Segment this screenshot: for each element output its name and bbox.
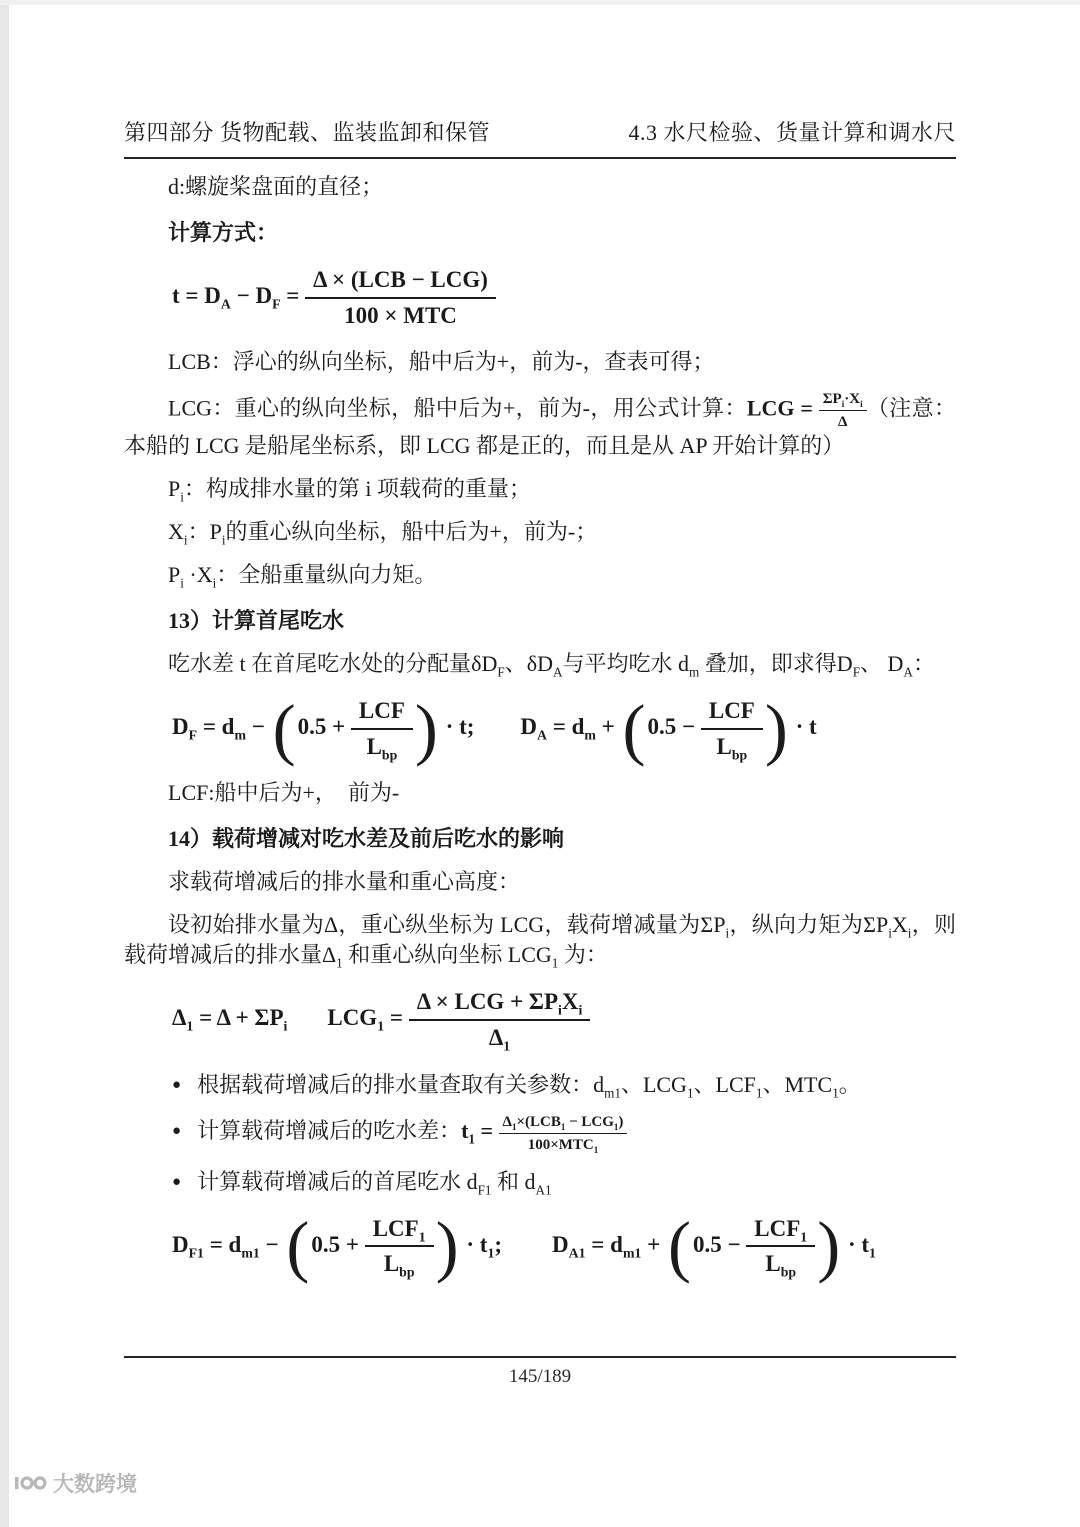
text-run: L [383,1251,400,1277]
text-run: 0.5 − [647,714,701,740]
text-run: 和重心纵向坐标 LCG [342,942,552,968]
text-run: ×(LCB [516,1113,561,1130]
subscript: bp [381,747,398,763]
paren-glyph: ( [622,690,646,767]
text-run: （注意：本船的 LCG 是船尾坐标系，即 LCG 都是正的，而且是从 AP 开始计算的） [124,395,956,459]
text-run: 13）计算首尾吃水 [168,608,345,634]
paragraph-pi [124,474,956,504]
paragraph-find-displacement [124,867,956,897]
text-run: X [561,989,579,1015]
subscript: i [888,925,892,941]
text-run: D [172,714,189,740]
fraction-numerator [351,697,413,730]
fraction-denominator [305,299,496,330]
subscript: 1 [755,1084,763,1100]
bullet-trim-after-load [124,1113,956,1154]
text-run: 、δD [504,651,553,677]
text-run: ： [912,651,935,677]
heading-calc-method [124,218,956,248]
text-run: X [168,519,184,545]
text-run: LCF [372,1215,419,1241]
paragraph-xi [124,517,956,547]
text-run: 0.5 + [311,1231,365,1257]
text-run: Δ [172,1005,187,1031]
text-run: ) [618,1113,624,1130]
fraction-numerator [365,1215,434,1248]
text-run: = d [203,1231,242,1257]
text-run: D [552,1231,569,1257]
fraction [365,1215,434,1278]
text-run: LCF:船中后为+， 前为- [168,780,400,806]
subscript: i [578,1002,583,1018]
fraction-numerator [409,988,591,1021]
text-run: · t [460,1231,488,1257]
text-run: 14）载荷增减对吃水差及前后吃水的影响 [168,826,565,852]
subscript: i [558,1002,562,1018]
fraction-denominator [746,1247,815,1278]
text-run: = d [547,714,585,740]
subscript: 1 [418,1229,426,1245]
subscript: 1 [336,955,343,971]
bullet-icon: ● [172,1076,182,1093]
text-run: LCF [358,698,405,724]
text-run: LCG = [746,395,819,421]
subscript: i [212,575,217,591]
bullet-parameters [124,1070,956,1100]
fraction [409,988,591,1054]
text-run: 为： [558,942,608,968]
formula-df-da [124,690,956,767]
fraction [351,697,413,763]
subscript: 1 [800,1229,808,1245]
text-run: ·X [183,562,213,588]
fraction-denominator [365,1247,434,1278]
subscript: F1 [188,1245,204,1261]
text-run: Δ [502,1113,512,1130]
formula-trim [124,266,956,329]
text-run: ; [494,1231,503,1257]
subscript: m [234,727,246,743]
text-run: + [641,1231,666,1257]
fraction-numerator [701,697,763,730]
paren-glyph: ) [435,1208,459,1285]
text-run: L [716,733,732,759]
text-run: 设初始排水量为Δ，重心纵坐标为 LCG，载荷增减量为ΣP [168,912,726,938]
text-run: LCF [754,1215,801,1241]
bullet-icon: ● [172,1123,182,1140]
text-run: Δ [837,414,848,431]
bullet-parameters-text [197,1071,861,1100]
paren-glyph: ( [272,690,296,767]
text-run: − LCG [565,1113,614,1130]
subscript: F [497,664,505,680]
subscript: 1 [613,1121,619,1132]
text-run: 根据载荷增减后的排水量查取有关参数：d [197,1071,605,1097]
subscript: 1 [487,1245,495,1261]
header-chapter-title: 4.3 水尺检验、货量计算和调水尺 [628,120,956,145]
text-run: − [245,714,271,740]
fraction-numerator [499,1113,628,1134]
text-run: · t [842,1231,870,1257]
text-run: = [475,1118,499,1144]
text-run: X [891,912,908,938]
subscript: 1 [186,1018,194,1034]
text-run: 计算载荷增减后的首尾吃水 d [197,1168,478,1194]
bullet-fore-aft-after-load [124,1167,956,1197]
paren-glyph: ( [286,1208,310,1285]
subscript: bp [731,747,748,763]
watermark [14,1468,137,1498]
subscript: 1 [593,1144,599,1155]
subscript: F1 [477,1181,492,1197]
text-run: D [172,1231,189,1257]
text-run: 100×MTC [527,1136,594,1153]
text-run: 与平均吃水 d [562,651,690,677]
fraction-denominator [701,730,763,761]
text-run: 100 × MTC [344,302,457,328]
text-run: LCG [327,1005,378,1031]
text-run: LCF [708,698,755,724]
fraction [746,1215,815,1278]
page-header [124,0,956,159]
subscript: A1 [535,1181,552,1197]
formula-df1-da1 [124,1208,956,1285]
subscript: 1 [560,1121,566,1132]
fraction-numerator [819,390,867,411]
text-run: = [280,282,306,308]
fraction-denominator [499,1134,628,1154]
subscript: A [903,664,913,680]
subscript: i [860,399,863,410]
text-run: 。 [838,1071,861,1097]
text-run: d:螺旋桨盘面的直径； [168,174,384,199]
fraction-numerator [305,266,496,299]
watermark-text: 大数跨境 [53,1473,137,1496]
subscript: i [841,399,845,410]
text-run: ΣP [822,391,842,408]
subscript: 1 [551,955,559,971]
subscript: F [852,664,861,680]
text-run: 和 d [491,1168,536,1194]
subscript: m1 [241,1245,260,1261]
text-run: 的重心纵向坐标，船中后为+，前为-； [225,519,598,545]
subscript: m1 [604,1084,621,1100]
text-run: 叠加，即求得D [699,651,853,677]
subscript: 1 [503,1038,511,1054]
paragraph-lcg [124,390,956,461]
text-run: t [461,1118,469,1144]
subscript: A [552,664,563,680]
heading-13-fore-aft-draft [124,606,956,636]
subscript: i [183,532,188,548]
paragraph-pixi [124,560,956,590]
text-run: = Δ + ΣP [193,1005,284,1031]
subscript: 1 [511,1121,517,1132]
text-run: L [366,733,382,759]
fraction [819,390,867,431]
text-run: ：构成排水量的第 i 项载荷的重量； [183,476,532,502]
header-section-title: 第四部分 货物配载、监装监卸和保管 [124,120,491,145]
text-run: 求载荷增减后的排水量和重心高度： [168,869,521,895]
subscript: 1 [468,1131,475,1147]
subscript: i [283,1018,288,1034]
paren-glyph: ( [667,1208,691,1285]
subscript: m [689,664,700,680]
subscript: 1 [377,1018,385,1034]
text-run: Δ [488,1024,504,1050]
paragraph-lcf [124,778,956,808]
heading-14-load-change [124,824,956,854]
subscript: i [907,925,912,941]
text-run: 计算载荷增减后的吃水差： [197,1118,462,1144]
paren-glyph: ) [817,1208,841,1285]
subscript: 1 [686,1084,694,1100]
fraction-denominator [351,730,413,761]
fraction-denominator [819,411,867,431]
scan-edge-top [0,0,1080,5]
subscript: F [272,296,281,312]
paragraph-draft-difference [124,649,956,679]
text-run: 、MTC [762,1071,833,1097]
formula-delta1-lcg1 [124,988,956,1054]
text-run: 、LCF [693,1071,756,1097]
fraction [701,697,763,763]
subscript: i [180,575,184,591]
text-run: 0.5 − [692,1231,747,1257]
text-run: L [765,1251,781,1277]
subscript: 1 [869,1245,876,1261]
bullet-icon: ● [172,1173,182,1190]
scan-edge-left [0,0,9,1527]
text-run: 、 D [860,651,904,677]
subscript: 1 [832,1084,839,1100]
subscript: i [725,925,730,941]
bullet-fore-aft-after-load-text [197,1168,552,1197]
text-run: LCG：重心的纵向坐标，船中后为+，前为-，用公式计算： [168,395,747,421]
text-run: − [259,1231,285,1257]
text-run: 0.5 + [297,714,351,740]
paragraph-lcb [124,347,956,377]
fraction [305,266,496,329]
subscript: A [220,296,231,312]
text-run: − D [230,282,273,308]
subscript: i [180,489,184,505]
subscript: A [537,727,547,743]
text-run: 计算方式： [168,220,279,245]
text-run: P [168,476,181,502]
text-run: = [384,1005,409,1031]
subscript: A1 [568,1245,586,1261]
fraction [499,1113,628,1154]
text-run: ：全船重量纵向力矩。 [216,562,437,588]
text-run: + [595,714,621,740]
text-run: · t [789,714,817,740]
text-run: ·X [844,391,861,408]
text-run: Δ × (LCB − LCG) [313,267,488,292]
document-body [124,172,956,1285]
text-run: LCB：浮心的纵向坐标，船中后为+，前为-，查表可得； [168,349,715,375]
subscript: bp [780,1264,797,1280]
page-footer [124,1356,956,1388]
paren-glyph: ) [414,690,438,767]
text-run: D [520,714,538,740]
fraction-numerator [746,1215,815,1248]
subscript: m1 [622,1245,642,1261]
fraction-denominator [409,1021,591,1052]
paragraph-propeller-diameter [124,172,956,202]
paragraph-initial-displacement [124,910,956,970]
text-run: Δ × LCG + ΣP [416,989,559,1015]
subscript: bp [399,1264,415,1280]
subscript: m [584,727,596,743]
paren-glyph: ) [764,690,788,767]
text-run: ：P [187,519,222,545]
text-run: = d [197,714,235,740]
page-number: 145/189 [508,1366,572,1387]
text-run: 、LCG [620,1071,687,1097]
text-run: ，则载荷增减后的排水量Δ [124,912,956,968]
text-run: = d [585,1231,623,1257]
text-run: P [168,562,181,588]
text-run: ，纵向力矩为ΣP [729,912,889,938]
subscript: i [221,532,226,548]
watermark-logo-icon [14,1474,48,1492]
text-run: t = D [172,282,221,308]
subscript: F [188,727,198,743]
text-run: · t; [439,714,475,740]
text-run: 吃水差 t 在首尾吃水处的分配量δD [168,651,498,677]
